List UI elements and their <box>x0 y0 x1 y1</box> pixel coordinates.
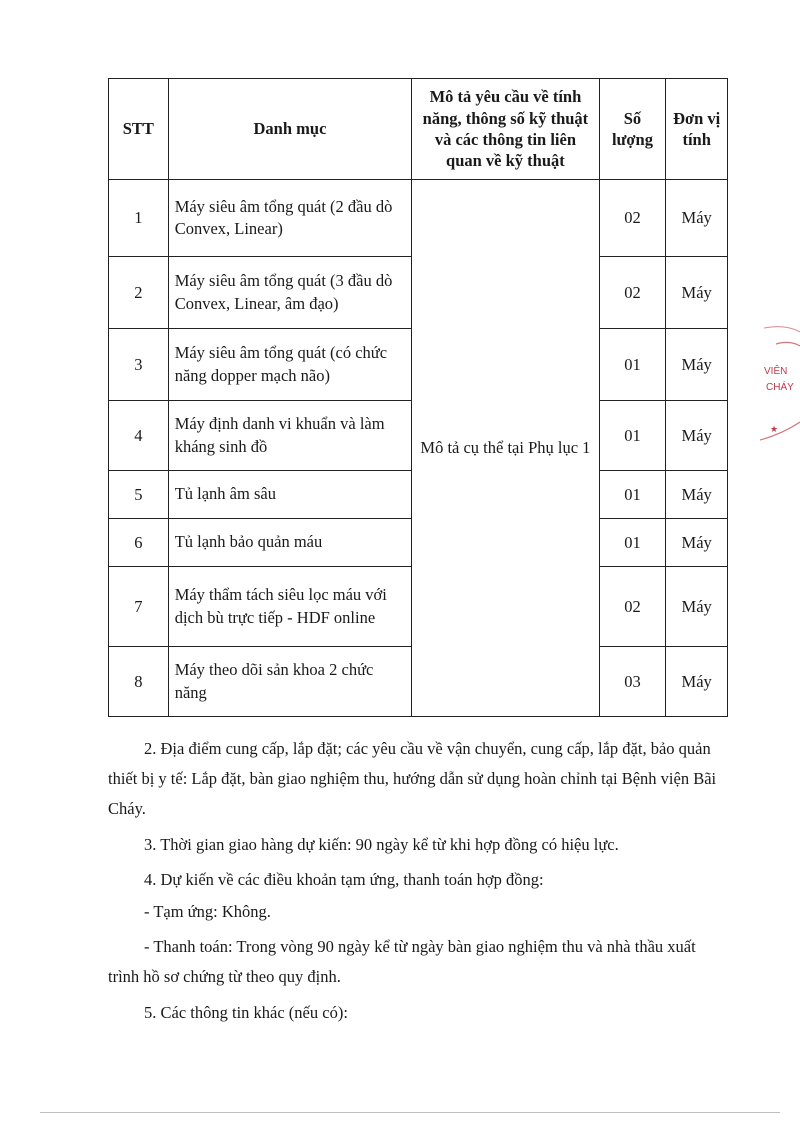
header-stt: STT <box>109 79 169 180</box>
row-qty: 02 <box>599 567 666 647</box>
row-name: Tủ lạnh âm sâu <box>168 471 412 519</box>
red-seal-stamp <box>756 322 800 452</box>
page-bottom-rule <box>40 1112 780 1113</box>
row-stt: 5 <box>109 471 169 519</box>
row-stt: 7 <box>109 567 169 647</box>
paragraph-delivery-time: 3. Thời gian giao hàng dự kiến: 90 ngày kể từ khi hợp đồng có hiệu lực. <box>144 835 619 854</box>
row-unit: Máy <box>666 647 728 717</box>
row-qty: 02 <box>599 257 666 329</box>
row-unit: Máy <box>666 401 728 471</box>
row-stt: 4 <box>109 401 169 471</box>
row-stt: 2 <box>109 257 169 329</box>
table-row <box>109 180 728 257</box>
row-name: Máy siêu âm tổng quát (có chức năng dopper mạch não) <box>168 329 412 401</box>
table-header-row <box>109 79 728 180</box>
row-qty: 01 <box>599 519 666 567</box>
svg-text:★: ★ <box>770 424 779 434</box>
row-name: Máy siêu âm tổng quát (2 đầu dò Convex, Linear) <box>168 180 412 257</box>
row-unit: Máy <box>666 567 728 647</box>
header-quantity: Số lượng <box>599 79 666 180</box>
row-unit: Máy <box>666 180 728 257</box>
row-name: Máy siêu âm tổng quát (3 đầu dò Convex, Linear, âm đạo) <box>168 257 412 329</box>
row-qty: 01 <box>599 329 666 401</box>
row-name: Máy thẩm tách siêu lọc máu với dịch bù trực tiếp - HDF online <box>168 567 412 647</box>
row-name: Máy theo dõi sản khoa 2 chức năng <box>168 647 412 717</box>
seal-text-line1: VIÊN <box>764 366 788 377</box>
header-category: Danh mục <box>168 79 412 180</box>
row-unit: Máy <box>666 329 728 401</box>
paragraph-other-info: 5. Các thông tin khác (nếu có): <box>144 1003 348 1022</box>
row-qty: 01 <box>599 401 666 471</box>
paragraph-payment-terms: 4. Dự kiến về các điều khoản tạm ứng, thanh toán hợp đồng: <box>144 870 544 889</box>
row-name: Tủ lạnh bảo quản máu <box>168 519 412 567</box>
header-unit: Đơn vị tính <box>666 79 728 180</box>
row-stt: 1 <box>109 180 169 257</box>
row-unit: Máy <box>666 257 728 329</box>
row-stt: 3 <box>109 329 169 401</box>
row-qty: 03 <box>599 647 666 717</box>
row-stt: 8 <box>109 647 169 717</box>
equipment-table <box>108 78 728 717</box>
row-name: Máy định danh vi khuẩn và làm kháng sinh đồ <box>168 401 412 471</box>
row-unit: Máy <box>666 519 728 567</box>
paragraph-delivery-location: 2. Địa điểm cung cấp, lắp đặt; các yêu cầu về vận chuyển, cung cấp, lắp đặt, bảo quản thiết bị y tế: Lắp đặt, bàn giao nghiệm thu, hướng dẫn sử dụng hoàn chỉnh tại Bệnh viện Bãi Cháy. <box>108 739 717 818</box>
seal-text-line2: CHÁY <box>766 382 794 393</box>
row-stt: 6 <box>109 519 169 567</box>
row-qty: 01 <box>599 471 666 519</box>
row-qty: 02 <box>599 180 666 257</box>
description-cell: Mô tả cụ thể tại Phụ lục 1 <box>412 180 599 717</box>
paragraph-advance: - Tạm ứng: Không. <box>144 902 271 921</box>
paragraph-payment: - Thanh toán: Trong vòng 90 ngày kể từ ngày bàn giao nghiệm thu và nhà thầu xuất trình hồ sơ chứng từ theo quy định. <box>108 937 696 986</box>
row-unit: Máy <box>666 471 728 519</box>
header-description: Mô tả yêu cầu về tính năng, thông số kỹ thuật và các thông tin liên quan về kỹ thuật <box>412 79 599 180</box>
